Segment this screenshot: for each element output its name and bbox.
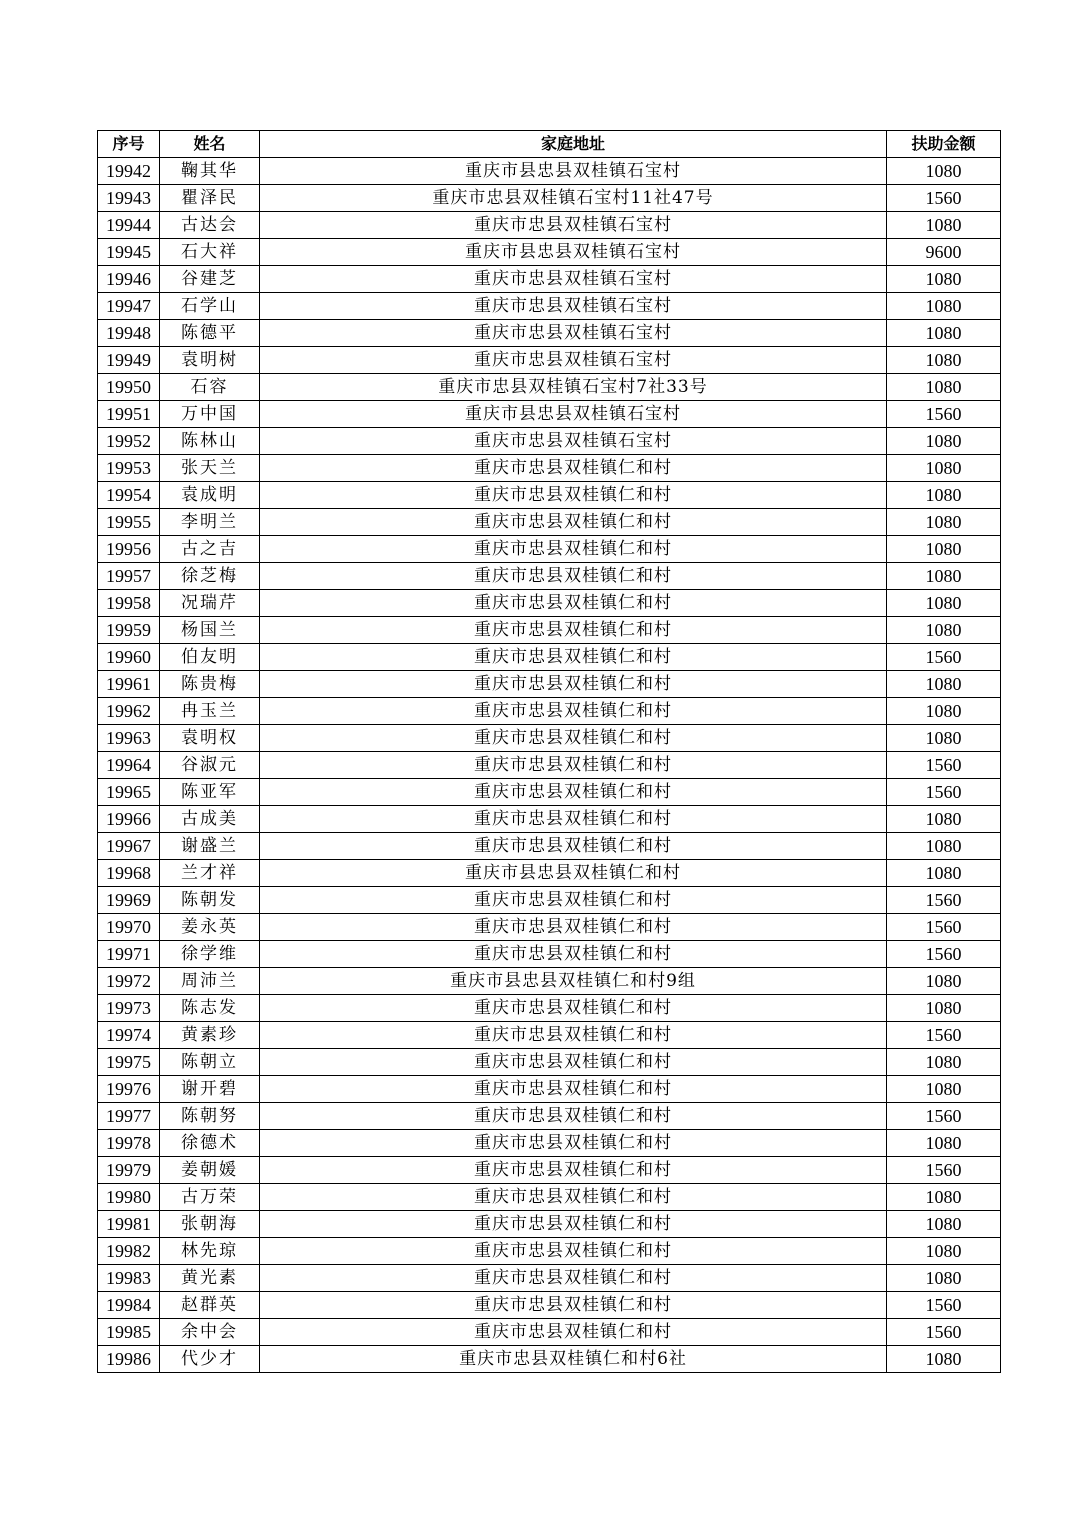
cell-amount: 1080 xyxy=(887,293,1001,320)
cell-seq: 19947 xyxy=(98,293,160,320)
cell-name: 万中国 xyxy=(160,401,260,428)
table-row xyxy=(98,887,1001,914)
header-name: 姓名 xyxy=(160,131,260,158)
cell-address: 重庆市忠县双桂镇仁和村 xyxy=(260,698,887,725)
cell-seq: 19978 xyxy=(98,1130,160,1157)
cell-name: 袁成明 xyxy=(160,482,260,509)
cell-address: 重庆市忠县双桂镇石宝村 xyxy=(260,428,887,455)
cell-seq: 19974 xyxy=(98,1022,160,1049)
cell-name: 张天兰 xyxy=(160,455,260,482)
cell-seq: 19977 xyxy=(98,1103,160,1130)
cell-address: 重庆市忠县双桂镇仁和村 xyxy=(260,1022,887,1049)
table-row xyxy=(98,1157,1001,1184)
cell-name: 石学山 xyxy=(160,293,260,320)
cell-amount: 1080 xyxy=(887,590,1001,617)
cell-amount: 1080 xyxy=(887,1130,1001,1157)
cell-amount: 1080 xyxy=(887,1346,1001,1373)
cell-address: 重庆市忠县双桂镇仁和村 xyxy=(260,1292,887,1319)
cell-seq: 19958 xyxy=(98,590,160,617)
cell-name: 徐芝梅 xyxy=(160,563,260,590)
cell-address: 重庆市忠县双桂镇仁和村 xyxy=(260,1265,887,1292)
cell-amount: 1080 xyxy=(887,347,1001,374)
table-row xyxy=(98,455,1001,482)
cell-seq: 19963 xyxy=(98,725,160,752)
cell-address: 重庆市忠县双桂镇仁和村 xyxy=(260,590,887,617)
cell-address: 重庆市忠县双桂镇石宝村 xyxy=(260,266,887,293)
cell-amount: 1560 xyxy=(887,1319,1001,1346)
cell-amount: 1560 xyxy=(887,1022,1001,1049)
table-row xyxy=(98,212,1001,239)
cell-name: 冉玉兰 xyxy=(160,698,260,725)
cell-amount: 1080 xyxy=(887,968,1001,995)
cell-amount: 1560 xyxy=(887,1103,1001,1130)
cell-amount: 1080 xyxy=(887,158,1001,185)
table-header xyxy=(98,131,1001,158)
cell-name: 周沛兰 xyxy=(160,968,260,995)
cell-name: 古之吉 xyxy=(160,536,260,563)
table-row xyxy=(98,1265,1001,1292)
cell-seq: 19986 xyxy=(98,1346,160,1373)
cell-name: 兰才祥 xyxy=(160,860,260,887)
cell-address: 重庆市忠县双桂镇仁和村 xyxy=(260,1211,887,1238)
table-row xyxy=(98,806,1001,833)
cell-amount: 1560 xyxy=(887,941,1001,968)
cell-address: 重庆市忠县双桂镇仁和村 xyxy=(260,1103,887,1130)
cell-address: 重庆市忠县双桂镇仁和村 xyxy=(260,671,887,698)
table-row xyxy=(98,995,1001,1022)
cell-seq: 19975 xyxy=(98,1049,160,1076)
table-row xyxy=(98,1049,1001,1076)
table-row xyxy=(98,752,1001,779)
table-row xyxy=(98,968,1001,995)
cell-amount: 1080 xyxy=(887,1049,1001,1076)
cell-name: 鞠其华 xyxy=(160,158,260,185)
cell-name: 古万荣 xyxy=(160,1184,260,1211)
cell-amount: 1080 xyxy=(887,374,1001,401)
cell-amount: 1560 xyxy=(887,887,1001,914)
table-row xyxy=(98,158,1001,185)
cell-amount: 1560 xyxy=(887,644,1001,671)
table-row xyxy=(98,671,1001,698)
table-row xyxy=(98,1292,1001,1319)
cell-amount: 1080 xyxy=(887,455,1001,482)
cell-address: 重庆市忠县双桂镇仁和村 xyxy=(260,1184,887,1211)
cell-amount: 1080 xyxy=(887,833,1001,860)
table-row xyxy=(98,239,1001,266)
cell-amount: 1080 xyxy=(887,428,1001,455)
table-row xyxy=(98,1184,1001,1211)
cell-address: 重庆市忠县双桂镇仁和村 xyxy=(260,995,887,1022)
table-row xyxy=(98,563,1001,590)
table-row xyxy=(98,1022,1001,1049)
cell-address: 重庆市忠县双桂镇仁和村 xyxy=(260,617,887,644)
cell-address: 重庆市县忠县双桂镇石宝村 xyxy=(260,401,887,428)
cell-name: 徐德术 xyxy=(160,1130,260,1157)
cell-name: 况瑞芹 xyxy=(160,590,260,617)
cell-address: 重庆市忠县双桂镇仁和村 xyxy=(260,914,887,941)
cell-address: 重庆市县忠县双桂镇仁和村 xyxy=(260,860,887,887)
cell-name: 谢开碧 xyxy=(160,1076,260,1103)
cell-name: 袁明权 xyxy=(160,725,260,752)
cell-address: 重庆市忠县双桂镇石宝村7社33号 xyxy=(260,374,887,401)
cell-address: 重庆市忠县双桂镇仁和村 xyxy=(260,1238,887,1265)
cell-name: 陈朝努 xyxy=(160,1103,260,1130)
cell-address: 重庆市县忠县双桂镇石宝村 xyxy=(260,158,887,185)
cell-seq: 19984 xyxy=(98,1292,160,1319)
cell-seq: 19950 xyxy=(98,374,160,401)
cell-address: 重庆市忠县双桂镇仁和村 xyxy=(260,509,887,536)
cell-seq: 19959 xyxy=(98,617,160,644)
cell-address: 重庆市县忠县双桂镇仁和村9组 xyxy=(260,968,887,995)
cell-address: 重庆市忠县双桂镇仁和村 xyxy=(260,1130,887,1157)
cell-address: 重庆市县忠县双桂镇石宝村 xyxy=(260,239,887,266)
cell-address: 重庆市忠县双桂镇石宝村 xyxy=(260,293,887,320)
cell-amount: 1560 xyxy=(887,752,1001,779)
cell-address: 重庆市忠县双桂镇仁和村 xyxy=(260,1076,887,1103)
cell-amount: 1080 xyxy=(887,725,1001,752)
cell-amount: 1560 xyxy=(887,1157,1001,1184)
cell-address: 重庆市忠县双桂镇仁和村 xyxy=(260,482,887,509)
cell-seq: 19961 xyxy=(98,671,160,698)
cell-name: 姜朝媛 xyxy=(160,1157,260,1184)
table-row xyxy=(98,698,1001,725)
header-amount: 扶助金额 xyxy=(887,131,1001,158)
cell-seq: 19983 xyxy=(98,1265,160,1292)
cell-seq: 19971 xyxy=(98,941,160,968)
table-row xyxy=(98,779,1001,806)
cell-name: 袁明树 xyxy=(160,347,260,374)
cell-address: 重庆市忠县双桂镇仁和村6社 xyxy=(260,1346,887,1373)
cell-name: 谷淑元 xyxy=(160,752,260,779)
cell-name: 姜永英 xyxy=(160,914,260,941)
cell-seq: 19981 xyxy=(98,1211,160,1238)
cell-seq: 19973 xyxy=(98,995,160,1022)
cell-name: 陈亚军 xyxy=(160,779,260,806)
table-row xyxy=(98,347,1001,374)
cell-seq: 19962 xyxy=(98,698,160,725)
cell-seq: 19964 xyxy=(98,752,160,779)
cell-amount: 1560 xyxy=(887,779,1001,806)
cell-amount: 1080 xyxy=(887,1211,1001,1238)
table-row xyxy=(98,1130,1001,1157)
table-row xyxy=(98,374,1001,401)
cell-name: 伯友明 xyxy=(160,644,260,671)
cell-seq: 19982 xyxy=(98,1238,160,1265)
table-row xyxy=(98,617,1001,644)
cell-name: 黄光素 xyxy=(160,1265,260,1292)
table-row xyxy=(98,1238,1001,1265)
cell-name: 余中会 xyxy=(160,1319,260,1346)
cell-amount: 1080 xyxy=(887,212,1001,239)
table-row xyxy=(98,644,1001,671)
table-row xyxy=(98,833,1001,860)
table-row xyxy=(98,1346,1001,1373)
cell-amount: 1560 xyxy=(887,914,1001,941)
cell-name: 古达会 xyxy=(160,212,260,239)
cell-seq: 19953 xyxy=(98,455,160,482)
cell-name: 陈德平 xyxy=(160,320,260,347)
cell-amount: 1080 xyxy=(887,509,1001,536)
table-row xyxy=(98,293,1001,320)
cell-address: 重庆市忠县双桂镇仁和村 xyxy=(260,644,887,671)
cell-amount: 9600 xyxy=(887,239,1001,266)
table-row xyxy=(98,860,1001,887)
cell-amount: 1080 xyxy=(887,320,1001,347)
cell-seq: 19942 xyxy=(98,158,160,185)
cell-address: 重庆市忠县双桂镇仁和村 xyxy=(260,1157,887,1184)
cell-seq: 19972 xyxy=(98,968,160,995)
cell-seq: 19956 xyxy=(98,536,160,563)
cell-name: 赵群英 xyxy=(160,1292,260,1319)
cell-name: 陈志发 xyxy=(160,995,260,1022)
cell-seq: 19985 xyxy=(98,1319,160,1346)
cell-seq: 19960 xyxy=(98,644,160,671)
cell-address: 重庆市忠县双桂镇石宝村 xyxy=(260,320,887,347)
cell-address: 重庆市忠县双桂镇仁和村 xyxy=(260,725,887,752)
cell-seq: 19979 xyxy=(98,1157,160,1184)
cell-seq: 19957 xyxy=(98,563,160,590)
cell-amount: 1080 xyxy=(887,1184,1001,1211)
cell-address: 重庆市忠县双桂镇仁和村 xyxy=(260,779,887,806)
cell-seq: 19976 xyxy=(98,1076,160,1103)
cell-address: 重庆市忠县双桂镇石宝村11社47号 xyxy=(260,185,887,212)
cell-address: 重庆市忠县双桂镇石宝村 xyxy=(260,212,887,239)
cell-seq: 19943 xyxy=(98,185,160,212)
header-seq: 序号 xyxy=(98,131,160,158)
cell-seq: 19949 xyxy=(98,347,160,374)
cell-name: 陈朝发 xyxy=(160,887,260,914)
table-row xyxy=(98,536,1001,563)
table-row xyxy=(98,1103,1001,1130)
cell-address: 重庆市忠县双桂镇仁和村 xyxy=(260,536,887,563)
cell-seq: 19954 xyxy=(98,482,160,509)
table-row xyxy=(98,185,1001,212)
table-row xyxy=(98,401,1001,428)
cell-address: 重庆市忠县双桂镇仁和村 xyxy=(260,941,887,968)
cell-amount: 1080 xyxy=(887,617,1001,644)
cell-name: 徐学维 xyxy=(160,941,260,968)
cell-seq: 19969 xyxy=(98,887,160,914)
table-row xyxy=(98,1319,1001,1346)
cell-name: 李明兰 xyxy=(160,509,260,536)
table-row xyxy=(98,482,1001,509)
table-row xyxy=(98,725,1001,752)
cell-seq: 19966 xyxy=(98,806,160,833)
cell-name: 陈朝立 xyxy=(160,1049,260,1076)
cell-amount: 1080 xyxy=(887,860,1001,887)
cell-amount: 1080 xyxy=(887,995,1001,1022)
table-row xyxy=(98,320,1001,347)
cell-seq: 19970 xyxy=(98,914,160,941)
assistance-table xyxy=(97,130,1001,1373)
cell-address: 重庆市忠县双桂镇仁和村 xyxy=(260,1049,887,1076)
cell-address: 重庆市忠县双桂镇仁和村 xyxy=(260,806,887,833)
table-row xyxy=(98,509,1001,536)
cell-amount: 1080 xyxy=(887,266,1001,293)
cell-address: 重庆市忠县双桂镇仁和村 xyxy=(260,833,887,860)
cell-seq: 19951 xyxy=(98,401,160,428)
cell-name: 杨国兰 xyxy=(160,617,260,644)
header-row xyxy=(98,131,1001,158)
cell-amount: 1080 xyxy=(887,536,1001,563)
cell-address: 重庆市忠县双桂镇仁和村 xyxy=(260,563,887,590)
cell-address: 重庆市忠县双桂镇仁和村 xyxy=(260,455,887,482)
cell-seq: 19952 xyxy=(98,428,160,455)
cell-name: 陈林山 xyxy=(160,428,260,455)
cell-name: 石容 xyxy=(160,374,260,401)
cell-amount: 1080 xyxy=(887,482,1001,509)
cell-amount: 1080 xyxy=(887,1238,1001,1265)
cell-amount: 1560 xyxy=(887,1292,1001,1319)
cell-name: 代少才 xyxy=(160,1346,260,1373)
table-row xyxy=(98,941,1001,968)
cell-seq: 19955 xyxy=(98,509,160,536)
cell-amount: 1080 xyxy=(887,1265,1001,1292)
table-row xyxy=(98,266,1001,293)
cell-name: 谢盛兰 xyxy=(160,833,260,860)
cell-seq: 19980 xyxy=(98,1184,160,1211)
cell-name: 瞿泽民 xyxy=(160,185,260,212)
cell-address: 重庆市忠县双桂镇仁和村 xyxy=(260,752,887,779)
cell-seq: 19946 xyxy=(98,266,160,293)
cell-amount: 1560 xyxy=(887,401,1001,428)
cell-name: 石大祥 xyxy=(160,239,260,266)
table-row xyxy=(98,428,1001,455)
cell-amount: 1080 xyxy=(887,563,1001,590)
table-row xyxy=(98,1211,1001,1238)
cell-name: 黄素珍 xyxy=(160,1022,260,1049)
cell-seq: 19945 xyxy=(98,239,160,266)
cell-name: 林先琼 xyxy=(160,1238,260,1265)
cell-seq: 19944 xyxy=(98,212,160,239)
cell-address: 重庆市忠县双桂镇仁和村 xyxy=(260,1319,887,1346)
header-address: 家庭地址 xyxy=(260,131,887,158)
table-row xyxy=(98,914,1001,941)
cell-amount: 1080 xyxy=(887,1076,1001,1103)
cell-name: 谷建芝 xyxy=(160,266,260,293)
table-body xyxy=(98,158,1001,1373)
cell-amount: 1080 xyxy=(887,671,1001,698)
cell-amount: 1560 xyxy=(887,185,1001,212)
cell-address: 重庆市忠县双桂镇石宝村 xyxy=(260,347,887,374)
cell-address: 重庆市忠县双桂镇仁和村 xyxy=(260,887,887,914)
cell-seq: 19968 xyxy=(98,860,160,887)
cell-amount: 1080 xyxy=(887,698,1001,725)
cell-amount: 1080 xyxy=(887,806,1001,833)
table-row xyxy=(98,590,1001,617)
cell-name: 古成美 xyxy=(160,806,260,833)
table-row xyxy=(98,1076,1001,1103)
cell-seq: 19965 xyxy=(98,779,160,806)
cell-name: 陈贵梅 xyxy=(160,671,260,698)
cell-seq: 19948 xyxy=(98,320,160,347)
cell-seq: 19967 xyxy=(98,833,160,860)
cell-name: 张朝海 xyxy=(160,1211,260,1238)
